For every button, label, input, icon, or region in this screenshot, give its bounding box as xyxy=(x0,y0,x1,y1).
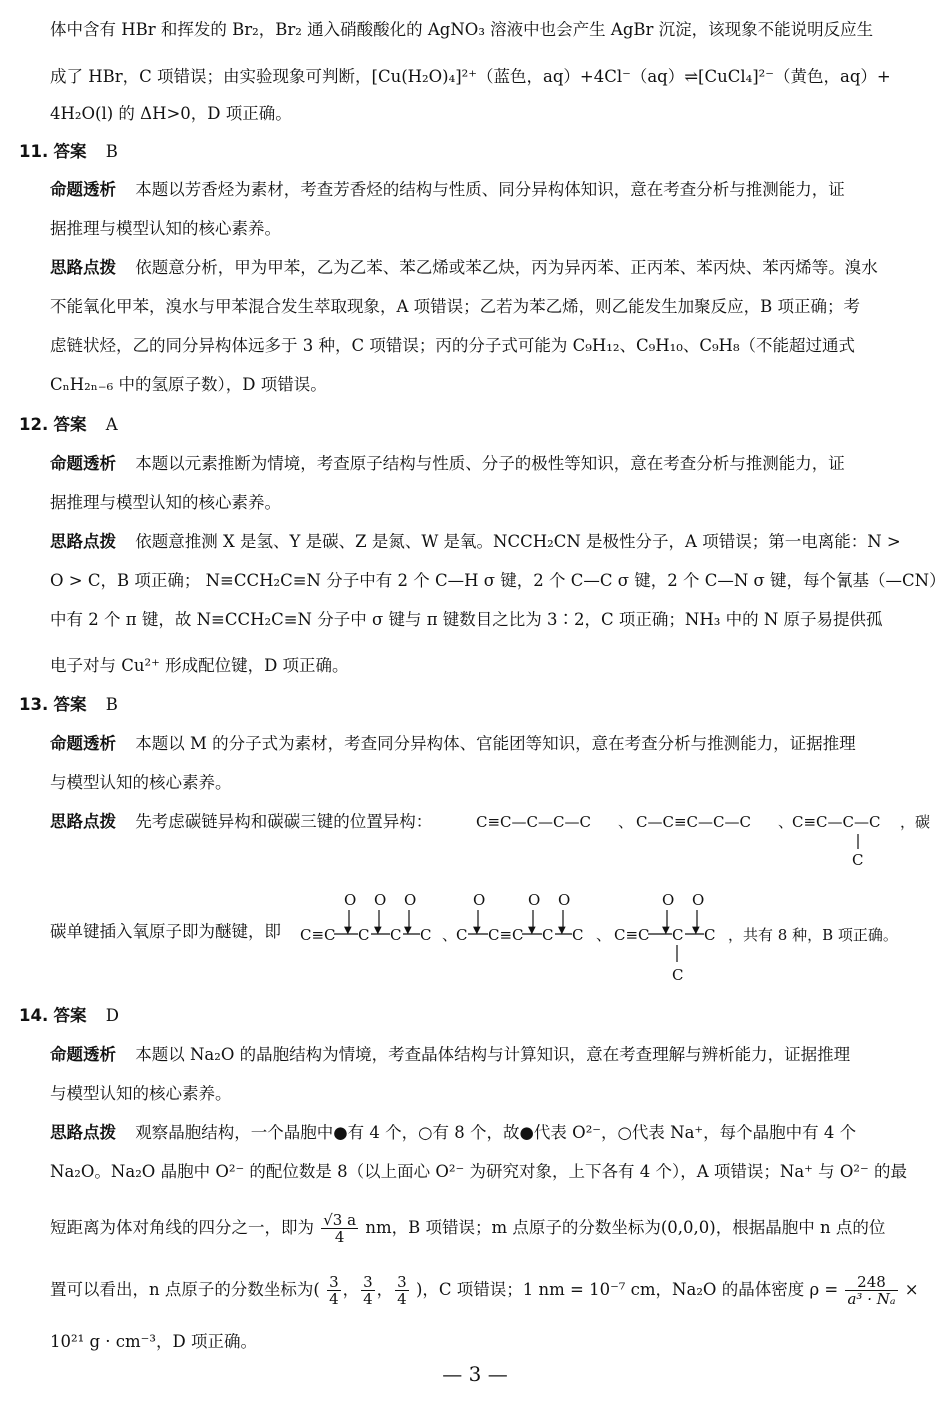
hint-label: 思路点拨 xyxy=(50,258,116,277)
fraction-numerator: √3 a xyxy=(323,1211,357,1229)
q11-answer-line xyxy=(19,140,118,164)
oxygen: O xyxy=(558,891,571,909)
branch-carbon: C xyxy=(852,851,864,869)
svg-text:▼: ▼ xyxy=(528,925,536,936)
q12-intro-line-1 xyxy=(50,452,845,476)
oxygen: O xyxy=(404,891,417,909)
density-denominator: a³ · Nₐ xyxy=(847,1290,896,1308)
separator: 、 xyxy=(778,813,794,831)
q14-hint-text-3b: nm，B 项错误；m 点原子的分数坐标为(0,0,0)，根据晶胞中 n 点的位 xyxy=(365,1218,886,1237)
q13-chain-isomers xyxy=(470,808,950,874)
intro-label: 命题透析 xyxy=(50,454,116,473)
hint-label: 思路点拨 xyxy=(50,812,116,831)
chain-text: C≡C xyxy=(300,926,336,944)
q14-hint-line-1 xyxy=(50,1121,856,1145)
q14-hint-line-4: 置可以看出，n 点原子的分数坐标为( $\frac{3}{4}$ ， $\frac{3}{4}$ ， $\frac{3}{4}$ )，C 项错误；1 nm = 10⁻⁷ cm，Na₂O 的晶体密度 ρ = $\frac{248}{\text{a³ · Nₐ}}$ × xyxy=(50,1273,919,1308)
q13-hint-line-1 xyxy=(50,810,432,834)
q14-hint-text-4a: 置可以看出，n 点原子的分数坐标为( xyxy=(50,1280,320,1299)
q12-hint-line-2: O > C，B 项正确； N≡CCH₂C≡N 分子中有 2 个 C—H σ 键，2 个 C—C σ 键，2 个 C—N σ 键，每个氰基（—CN） xyxy=(50,571,946,590)
q13-hint-line-2: 碳单键插入氧原子即为醚键，即 xyxy=(50,922,281,941)
q11-intro-text-1: 本题以芳香烃为素材，考查芳香烃的结构与性质、同分异构体知识，意在考查分析与推测能力，证 xyxy=(135,180,845,199)
coord-fraction-x: $\frac{3}{4}$ xyxy=(329,1273,339,1308)
q12-intro-text-1: 本题以元素推断为情境，考查原子结构与性质、分子的极性等知识，意在考查分析与推测能力，证 xyxy=(135,454,845,473)
answer-label: 答案 xyxy=(53,1006,87,1025)
oxygen: O xyxy=(692,891,705,909)
carbon: C xyxy=(542,926,554,944)
svg-text:▼: ▼ xyxy=(374,925,382,936)
chain-text: C≡C xyxy=(488,926,524,944)
separator: 、 xyxy=(596,926,612,944)
q14-hint-line-3 xyxy=(50,1212,885,1245)
ether-structure-1 xyxy=(300,891,431,944)
q12-hint-line-3: 中有 2 个 π 键，故 N≡CCH₂C≡N 分子中 σ 键与 π 键数目之比为 3∶2，C 项正确；NH₃ 中的 N 原子易提供孤 xyxy=(50,610,883,629)
q14-intro-line-2: 与模型认知的核心素养。 xyxy=(50,1084,232,1103)
q11-intro-line-1 xyxy=(50,178,845,202)
q11-hint-text-1: 依题意分析，甲为甲苯，乙为乙苯、苯乙烯或苯乙炔，丙为异丙苯、正丙苯、苯丙炔、苯丙烯等。溴水 xyxy=(135,258,878,277)
oxygen: O xyxy=(374,891,387,909)
carbon: C xyxy=(572,926,584,944)
trailing-text: ，共有 8 种，B 项正确。 xyxy=(728,926,898,944)
q14-hint-line-5: 10²¹ g · cm⁻³，D 项正确。 xyxy=(50,1332,257,1351)
chain-isomer-2: C—C≡C—C—C xyxy=(636,813,751,831)
oxygen: O xyxy=(662,891,675,909)
hint-label: 思路点拨 xyxy=(50,1123,116,1142)
carbon: C xyxy=(456,926,468,944)
q11-hint-line-3: 虑链状烃，乙的同分异构体远多于 3 种，C 项错误；丙的分子式可能为 C₉H₁₂、C₉H₁₀、C₉H₈（不能超过通式 xyxy=(50,336,856,355)
page-number: — 3 — xyxy=(442,1362,508,1386)
svg-text:▼: ▼ xyxy=(404,925,412,936)
q12-answer-line xyxy=(19,413,118,437)
q14-intro-line-1 xyxy=(50,1043,850,1067)
q12-hint-text-1: 依题意推测 X 是氢、Y 是碳、Z 是氮、W 是氧。NCCH₂CN 是极性分子，A 项错误；第一电离能：N > xyxy=(135,532,901,551)
intro-label: 命题透析 xyxy=(50,180,116,199)
carbon: C xyxy=(420,926,432,944)
branch-carbon: C xyxy=(672,966,684,984)
density-fraction xyxy=(845,1274,897,1307)
svg-text:▼: ▼ xyxy=(662,925,670,936)
oxygen: O xyxy=(528,891,541,909)
q13-ether-isomers xyxy=(296,888,950,988)
carbon: C xyxy=(358,926,370,944)
times-sign: × xyxy=(899,1280,919,1299)
separator: 、 xyxy=(442,926,458,944)
fraction-denominator: 4 xyxy=(334,1228,345,1246)
carbon: C xyxy=(390,926,402,944)
q11-hint-line-2: 不能氧化甲苯，溴水与甲苯混合发生萃取现象，A 项错误；乙若为苯乙烯，则乙能发生加聚反应，B 项正确；考 xyxy=(50,297,861,316)
q11-number: 11. xyxy=(19,142,49,161)
q11-hint-line-4: CₙH₂ₙ₋₆ 中的氢原子数），D 项错误。 xyxy=(50,375,327,394)
intro-line-1: 体中含有 HBr 和挥发的 Br₂，Br₂ 通入硝酸酸化的 AgNO₃ 溶液中也会产生 AgBr 沉淀，该现象不能说明反应生 xyxy=(50,20,874,39)
q14-answer: D xyxy=(105,1006,119,1025)
q11-answer: B xyxy=(105,142,118,161)
intro-label: 命题透析 xyxy=(50,734,116,753)
svg-text:▼: ▼ xyxy=(558,925,566,936)
oxygen: O xyxy=(473,891,486,909)
svg-text:▼: ▼ xyxy=(692,925,700,936)
q13-intro-line-2: 与模型认知的核心素养。 xyxy=(50,773,232,792)
q14-number: 14. xyxy=(19,1006,49,1025)
ether-structure-2 xyxy=(456,891,583,944)
q14-hint-text-3a: 短距离为体对角线的四分之一，即为 xyxy=(50,1218,314,1237)
separator: 、 xyxy=(618,813,634,831)
q13-intro-text-1: 本题以 M 的分子式为素材，考查同分异构体、官能团等知识，意在考查分析与推测能力，证据推理 xyxy=(135,734,856,753)
chain-text: C≡C xyxy=(614,926,650,944)
svg-text:▼: ▼ xyxy=(473,925,481,936)
q14-answer-line xyxy=(19,1004,119,1028)
q11-hint-line-1 xyxy=(50,256,878,280)
q12-hint-line-1 xyxy=(50,530,901,554)
q12-hint-line-4: 电子对与 Cu²⁺ 形成配位键，D 项正确。 xyxy=(50,656,349,675)
q14-hint-text-1: 观察晶胞结构，一个晶胞中●有 4 个，○有 8 个，故●代表 O²⁻，○代表 Na⁺，每个晶胞中有 4 个 xyxy=(135,1123,857,1142)
q13-answer: B xyxy=(105,695,118,714)
q14-hint-text-4b: )，C 项错误；1 nm = 10⁻⁷ cm，Na₂O 的晶体密度 ρ = xyxy=(415,1280,839,1299)
carbon: C xyxy=(672,926,684,944)
q12-number: 12. xyxy=(19,415,49,434)
svg-text:▼: ▼ xyxy=(344,925,352,936)
q14-intro-text-1: 本题以 Na₂O 的晶胞结构为情境，考查晶体结构与计算知识，意在考查理解与辨析能力，证据推理 xyxy=(135,1045,851,1064)
chain-isomer-3: C≡C—C—C xyxy=(792,813,881,831)
chain-isomer-1: C≡C—C—C—C xyxy=(476,813,591,831)
q13-intro-line-1 xyxy=(50,732,856,756)
q12-intro-line-2: 据推理与模型认知的核心素养。 xyxy=(50,493,281,512)
hint-label: 思路点拨 xyxy=(50,532,116,551)
density-numerator: 248 xyxy=(845,1274,897,1291)
q12-answer: A xyxy=(105,415,118,434)
answer-label: 答案 xyxy=(53,142,87,161)
coord-fraction-y: $\frac{3}{4}$ xyxy=(363,1273,373,1308)
q13-hint-text-1: 先考虑碳链异构和碳碳三键的位置异构： xyxy=(135,812,433,831)
intro-line-2: 成了 HBr，C 项错误；由实验现象可判断，[Cu(H₂O)₄]²⁺（蓝色，aq）+4Cl⁻（aq）⇌[CuCl₄]²⁻（黄色，aq）+ xyxy=(50,67,891,86)
coord-fraction-z: $\frac{3}{4}$ xyxy=(397,1273,407,1308)
oxygen: O xyxy=(344,891,357,909)
answer-label: 答案 xyxy=(53,695,87,714)
answer-label: 答案 xyxy=(53,415,87,434)
carbon: C xyxy=(704,926,716,944)
intro-label: 命题透析 xyxy=(50,1045,116,1064)
intro-line-3: 4H₂O(l) 的 ΔH>0，D 项正确。 xyxy=(50,104,292,123)
q13-answer-line xyxy=(19,693,118,717)
trailing-text: ，碳 xyxy=(900,813,931,831)
ether-structure-3 xyxy=(614,891,715,984)
distance-fraction xyxy=(321,1212,358,1245)
q14-hint-line-2: Na₂O。Na₂O 晶胞中 O²⁻ 的配位数是 8（以上面心 O²⁻ 为研究对象，上下各有 4 个），A 项错误；Na⁺ 与 O²⁻ 的最 xyxy=(50,1162,907,1181)
q13-number: 13. xyxy=(19,695,49,714)
q11-intro-line-2: 据推理与模型认知的核心素养。 xyxy=(50,219,281,238)
